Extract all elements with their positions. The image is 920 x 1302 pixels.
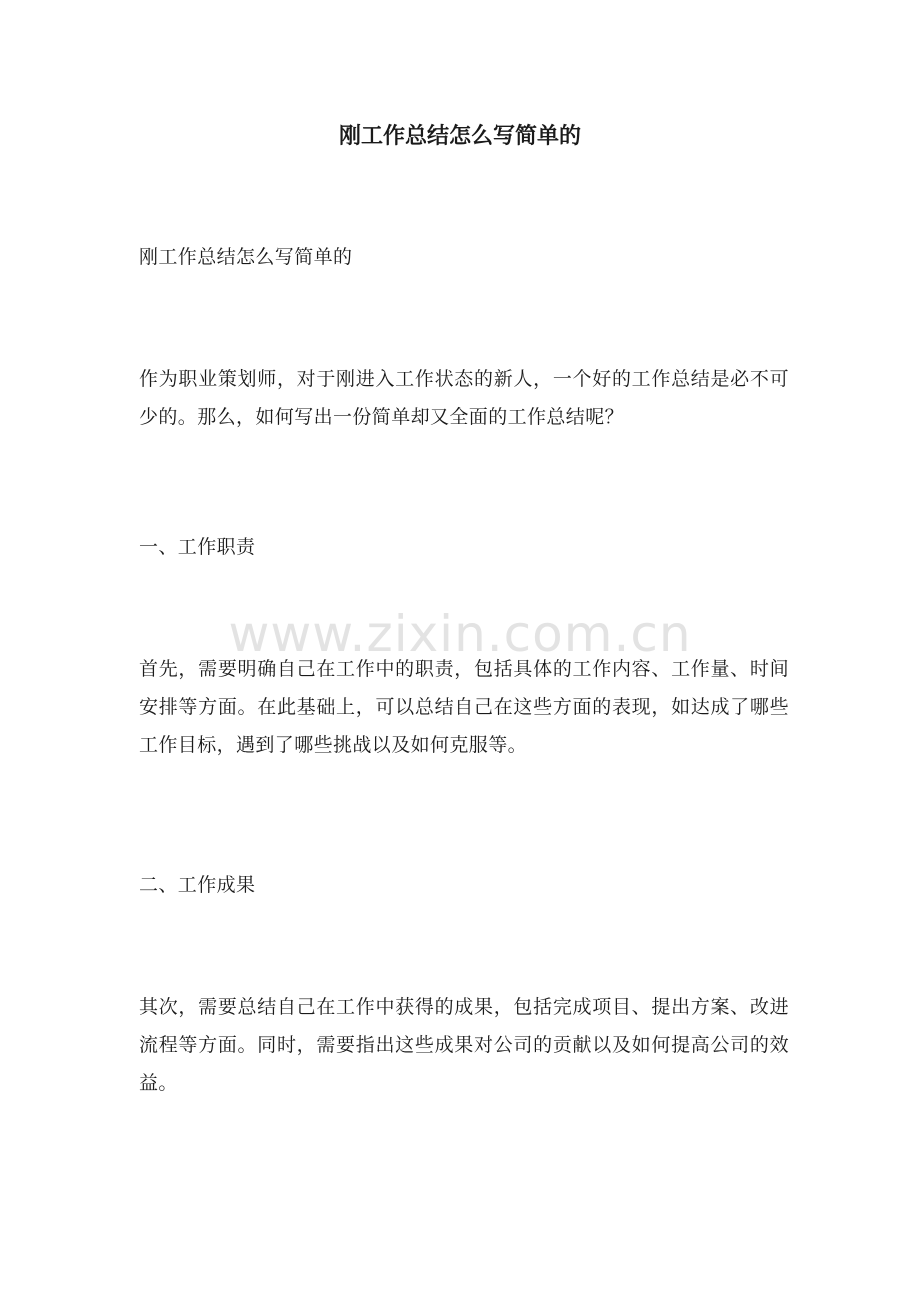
document-title: 刚工作总结怎么写简单的 — [338, 123, 581, 149]
section-heading-duties: 一、工作职责 — [139, 536, 256, 558]
duties-paragraph: 首先，需要明确自己在工作中的职责，包括具体的工作内容、工作量、时间安排等方面。在此基础上，可以总结自己在这些方面的表现，如达成了哪些工作目标，遇到了哪些挑战以及如何克服等。 — [139, 658, 789, 756]
watermark: www.zixin.com.cn — [228, 605, 692, 663]
subtitle-paragraph: 刚工作总结怎么写简单的 — [139, 246, 353, 268]
results-paragraph: 其次，需要总结自己在工作中获得的成果，包括完成项目、提出方案、改进流程等方面。同时，需要指出这些成果对公司的贡献以及如何提高公司的效益。 — [139, 996, 789, 1094]
intro-paragraph: 作为职业策划师，对于刚进入工作状态的新人，一个好的工作总结是必不可少的。那么，如何写出一份简单却又全面的工作总结呢？ — [139, 368, 789, 428]
section-heading-results: 二、工作成果 — [139, 874, 256, 896]
